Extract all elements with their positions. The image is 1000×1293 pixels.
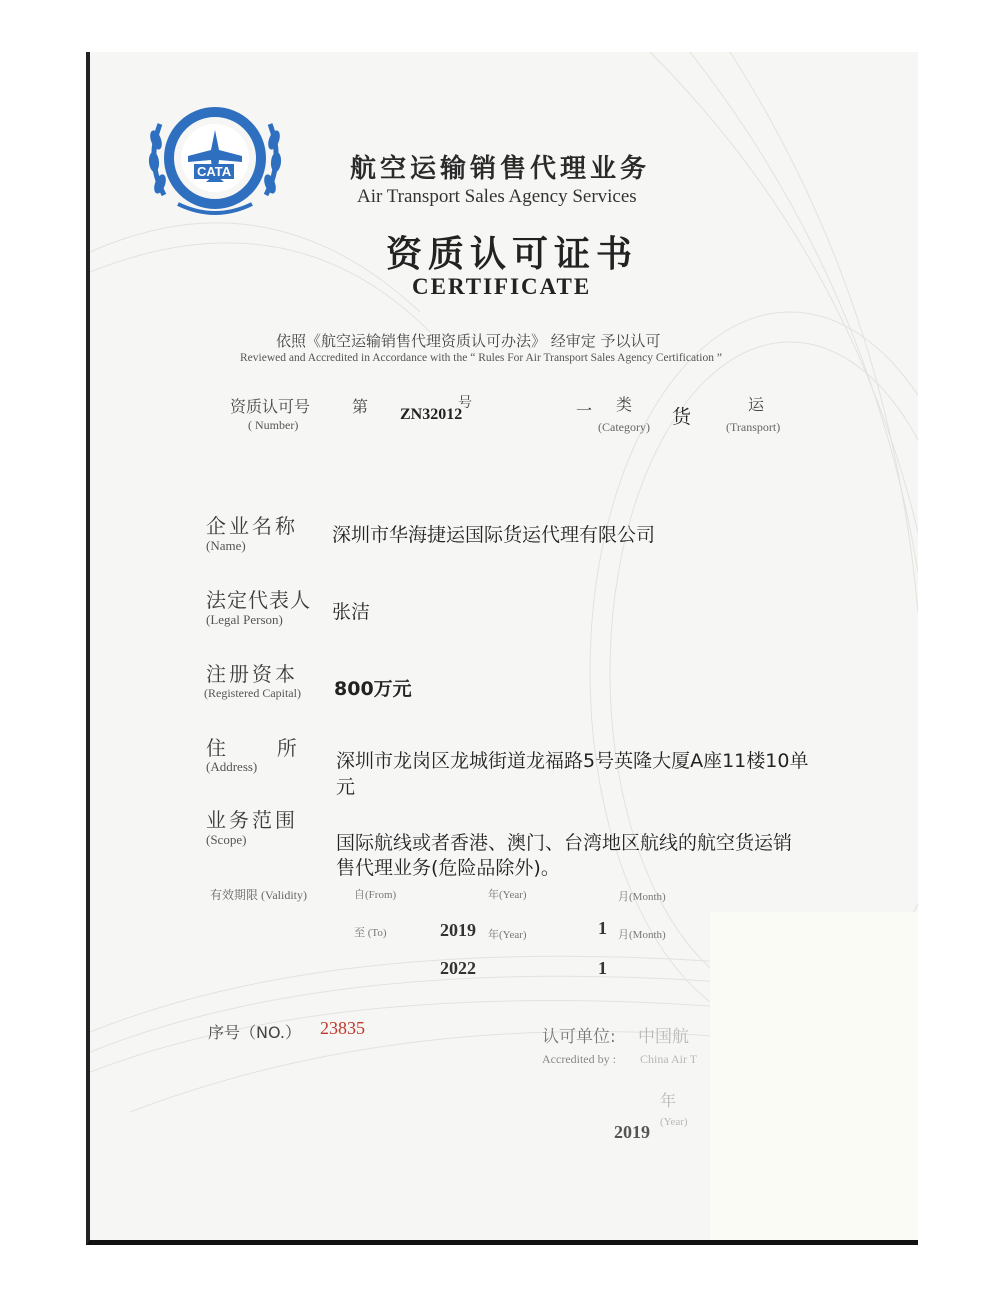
field-value-line2: 售代理业务(危险品除外)。 xyxy=(336,857,560,879)
basis-en: Reviewed and Accredited in Accordance with the “ Rules For Air Transport Sales Agency Certification ” xyxy=(240,352,722,364)
field-label-cn: 注册资本 xyxy=(206,662,298,686)
validity-year-label-2: 年(Year) xyxy=(488,929,527,941)
accredited-label-en: Accredited by : xyxy=(542,1052,616,1066)
title-cn: 航空运输销售代理业务 xyxy=(350,154,651,184)
airplane-icon xyxy=(142,100,288,220)
validity-label: 有效期限 (Validity) xyxy=(210,888,307,902)
number-label-en: ( Number) xyxy=(248,418,299,432)
serial-label: 序号（NO.） xyxy=(208,1023,302,1042)
field-label-cn: 住 所 xyxy=(206,736,297,760)
category-label-en: (Category) xyxy=(598,420,650,434)
field-value: 深圳市华海捷运国际货运代理有限公司 xyxy=(332,524,656,546)
field-label-en: (Registered Capital) xyxy=(204,686,301,700)
basis-cn: 依照《航空运输销售代理资质认可办法》 经审定 予以认可 xyxy=(276,332,661,350)
category-value: 一 xyxy=(576,401,593,420)
from-year: 2019 xyxy=(440,920,476,940)
field-value-line2: 元 xyxy=(336,776,356,798)
title-en: Air Transport Sales Agency Services xyxy=(357,186,637,207)
field-value: 800万元 xyxy=(334,678,412,700)
transport-label-cn: 运 xyxy=(748,395,765,414)
number-label-cn: 资质认可号 xyxy=(230,397,311,416)
accredited-label-cn: 认可单位: xyxy=(542,1027,616,1047)
from-month: 1 xyxy=(598,918,607,938)
validity-year-label: 年(Year) xyxy=(488,889,527,901)
field-value: 张洁 xyxy=(332,601,371,623)
serial-number: 23835 xyxy=(320,1018,365,1038)
cata-logo xyxy=(142,100,288,220)
to-year: 2022 xyxy=(440,958,476,978)
field-value-line1: 深圳市龙岗区龙城街道龙福路5号英隆大厦A座11楼10单 xyxy=(336,750,809,772)
field-label-en: (Scope) xyxy=(206,832,247,847)
cargo-char: 货 xyxy=(672,406,692,428)
validity-month-label-2: 月(Month) xyxy=(618,929,666,941)
to-month: 1 xyxy=(598,958,607,978)
number-hao: 号 xyxy=(458,395,472,411)
validity-month-label: 月(Month) xyxy=(618,891,666,903)
date-year-label-cn: 年 xyxy=(660,1091,677,1110)
validity-from-label: 自(From) xyxy=(354,889,397,901)
transport-label-en: (Transport) xyxy=(726,420,781,434)
number-value: ZN32012 xyxy=(400,406,463,423)
category-label-cn: 类 xyxy=(616,395,633,414)
field-value-line1: 国际航线或者香港、澳门、台湾地区航线的航空货运销 xyxy=(336,832,793,854)
certificate-title-cn: 资质认可证书 xyxy=(386,234,639,275)
field-label-cn: 业务范围 xyxy=(206,808,298,832)
field-label-en: (Name) xyxy=(206,538,246,553)
date-year: 2019 xyxy=(614,1122,650,1142)
field-label-en: (Address) xyxy=(206,759,258,774)
certificate-sheet xyxy=(86,52,918,1245)
field-label-en: (Legal Person) xyxy=(206,612,283,627)
certificate-title-en: CERTIFICATE xyxy=(412,274,592,299)
field-label-cn: 法定代表人 xyxy=(206,588,311,612)
field-label-cn: 企业名称 xyxy=(206,514,298,538)
accredited-org-cn: 中国航 xyxy=(638,1027,689,1047)
logo-text: CATA xyxy=(194,164,234,179)
date-year-label-en: (Year) xyxy=(660,1116,688,1128)
accredited-org-en: China Air T xyxy=(640,1052,698,1066)
number-di: 第 xyxy=(352,397,369,416)
validity-to-label: 至 (To) xyxy=(354,927,387,939)
